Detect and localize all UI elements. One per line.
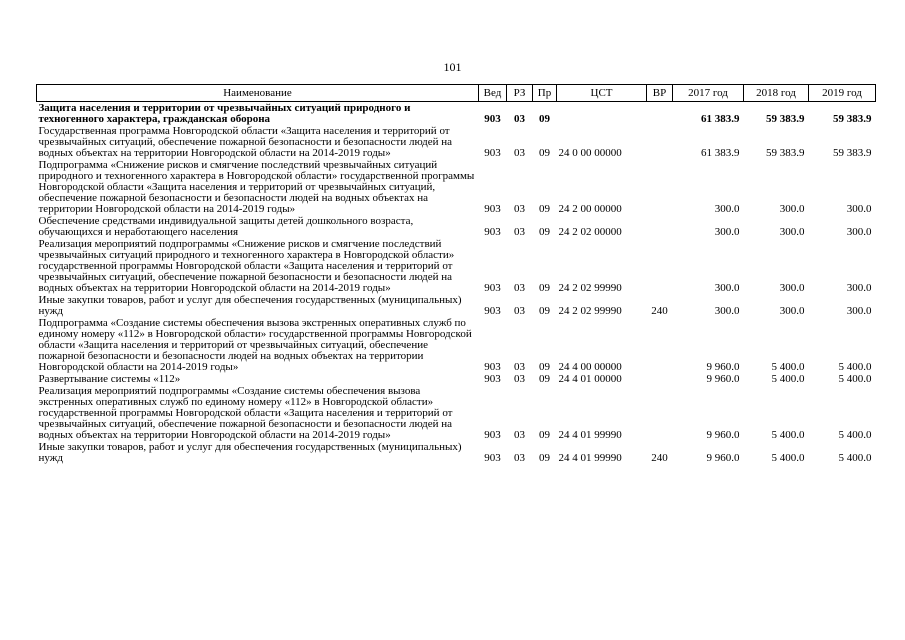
row-vr: 240 (651, 305, 668, 317)
row-rz: 03 (514, 147, 525, 159)
row-2017: 9 960.0 (706, 361, 740, 373)
row-2017: 9 960.0 (706, 452, 740, 464)
header-2019: 2019 год (809, 85, 876, 102)
row-cst: 24 2 02 99990 (558, 282, 622, 294)
header-name: Наименование (37, 85, 479, 102)
row-cst: 24 2 00 00000 (558, 203, 622, 215)
row-2018: 300.0 (779, 203, 805, 215)
row-vr (647, 238, 673, 294)
row-rz: 03 (514, 113, 525, 125)
row-2019: 300.0 (846, 226, 872, 238)
page-number: 101 (443, 60, 462, 74)
row-2019: 300.0 (846, 305, 872, 317)
row-rz: 03 (514, 305, 525, 317)
row-cst: 24 2 02 00000 (558, 226, 622, 238)
row-pr: 09 (539, 305, 550, 317)
row-ved: 903 (484, 452, 501, 464)
row-pr: 09 (539, 373, 550, 385)
row-cst: 24 2 02 99990 (558, 305, 622, 317)
row-name: Обеспечение средствами индивидуальной защиты детей дошкольного возраста, обучающихся и неработающего населения (38, 215, 414, 238)
row-pr: 09 (539, 429, 550, 441)
header-2018: 2018 год (744, 85, 809, 102)
table-row (37, 385, 876, 441)
row-pr: 09 (539, 361, 550, 373)
row-2017: 300.0 (714, 305, 740, 317)
row-vr (647, 385, 673, 441)
row-rz: 03 (514, 452, 525, 464)
row-cst: 24 4 00 00000 (558, 361, 622, 373)
row-cst: 24 4 01 99990 (558, 452, 622, 464)
row-2017: 300.0 (714, 282, 740, 294)
row-vr (647, 125, 673, 159)
row-ved: 903 (484, 203, 501, 215)
table-row (37, 294, 876, 317)
row-name: Развертывание системы «112» (38, 373, 181, 385)
row-ved: 903 (484, 429, 501, 441)
row-2019: 300.0 (846, 203, 872, 215)
header-vr: ВР (647, 85, 673, 102)
row-rz: 03 (514, 282, 525, 294)
row-rz: 03 (514, 429, 525, 441)
header-2017: 2017 год (673, 85, 744, 102)
row-2019: 300.0 (846, 282, 872, 294)
row-ved: 903 (484, 113, 501, 125)
row-ved: 903 (484, 282, 501, 294)
row-2018: 59 383.9 (766, 113, 805, 125)
row-cst: 24 4 01 00000 (558, 373, 622, 385)
row-cst: 24 0 00 00000 (558, 147, 622, 159)
row-2018: 300.0 (779, 226, 805, 238)
row-2017: 61 383.9 (701, 113, 740, 125)
row-pr: 09 (539, 226, 550, 238)
row-2017: 9 960.0 (706, 373, 740, 385)
row-2018: 5 400.0 (771, 452, 805, 464)
table-row (37, 238, 876, 294)
header-ved: Вед (479, 85, 507, 102)
row-vr (647, 159, 673, 215)
row-2018: 5 400.0 (771, 373, 805, 385)
table-row (37, 159, 876, 215)
row-name: Иные закупки товаров, работ и услуг для обеспечения государственных (муниципальных) нужд (38, 441, 462, 464)
row-name: Подпрограмма «Создание системы обеспечения вызова экстренных оперативных служб по единому номеру «112» в Новгородской области» государственной программы Новгородской области «Защита населения и территорий от чрезвычайных ситуаций, обеспечение пожарной безопасности и безопасности людей на водных объектах на территории Новгородской области на 2014-2019 годы» (38, 317, 472, 373)
row-ved: 903 (484, 226, 501, 238)
row-name: Государственная программа Новгородской области «Защита населения и территорий от чрезвычайных ситуаций, обеспечение пожарной безопасности и безопасности людей на водных объектах на территории Новгородской области на 2014-2019 годы» (38, 125, 453, 159)
row-name: Защита населения и территории от чрезвычайных ситуаций природного и техногенного характера, гражданская оборона (38, 102, 411, 125)
row-2018: 300.0 (779, 305, 805, 317)
table-header-row (37, 85, 876, 102)
table-row (37, 317, 876, 373)
row-2019: 5 400.0 (838, 452, 872, 464)
row-vr (647, 215, 673, 238)
row-pr: 09 (539, 452, 550, 464)
row-ved: 903 (484, 373, 501, 385)
row-2018: 5 400.0 (771, 361, 805, 373)
row-rz: 03 (514, 373, 525, 385)
row-vr (647, 102, 673, 126)
row-2017: 61 383.9 (701, 147, 740, 159)
row-2019: 59 383.9 (833, 147, 872, 159)
row-vr (647, 373, 673, 385)
table-row (37, 102, 876, 126)
row-ved: 903 (484, 305, 501, 317)
row-name: Подпрограмма «Снижение рисков и смягчение последствий чрезвычайных ситуаций природного и техногенного характера в Новгородской области» государственной программы Новгородской области «Защита населения и территорий от чрезвычайных ситуаций, обеспечение пожарной безопасности и безопасности людей на водных объектах на территории Новгородской области на 2014-2019 годы» (38, 159, 475, 215)
header-cst: ЦСТ (557, 85, 647, 102)
table-row (37, 215, 876, 238)
row-cst (557, 102, 647, 126)
row-2018: 300.0 (779, 282, 805, 294)
row-name: Реализация мероприятий подпрограммы «Снижение рисков и смягчение последствий чрезвычайных ситуаций природного и техногенного характера в Новгородской области» государственной программы Новгородской области «Защита населения и территорий от чрезвычайных ситуаций, обеспечение пожарной безопасности и безопасности людей на водных объектах на территории Новгородской области на 2014-2019 годы» (38, 238, 455, 294)
row-rz: 03 (514, 203, 525, 215)
row-pr: 09 (539, 203, 550, 215)
row-2019: 5 400.0 (838, 361, 872, 373)
header-rz: РЗ (507, 85, 533, 102)
row-ved: 903 (484, 361, 501, 373)
table-row (37, 441, 876, 464)
row-2018: 59 383.9 (766, 147, 805, 159)
row-2018: 5 400.0 (771, 429, 805, 441)
row-2019: 59 383.9 (833, 113, 872, 125)
row-rz: 03 (514, 361, 525, 373)
row-cst: 24 4 01 99990 (558, 429, 622, 441)
row-pr: 09 (539, 113, 550, 125)
row-2019: 5 400.0 (838, 429, 872, 441)
header-pr: Пр (533, 85, 557, 102)
row-2017: 300.0 (714, 203, 740, 215)
row-vr: 240 (651, 452, 668, 464)
table-row (37, 373, 876, 385)
row-ved: 903 (484, 147, 501, 159)
row-pr: 09 (539, 282, 550, 294)
row-2017: 300.0 (714, 226, 740, 238)
row-2017: 9 960.0 (706, 429, 740, 441)
row-rz: 03 (514, 226, 525, 238)
row-2019: 5 400.0 (838, 373, 872, 385)
row-name: Реализация мероприятий подпрограммы «Создание системы обеспечения вызова экстренных оперативных служб по единому номеру «112» в Новгородской области» государственной программы Новгородской области «Защита населения и территорий от чрезвычайных ситуаций, обеспечение пожарной безопасности и безопасности людей на водных объектах на территории Новгородской области на 2014-2019 годы» (38, 385, 453, 441)
budget-table (36, 84, 876, 464)
table-row (37, 125, 876, 159)
row-vr (647, 317, 673, 373)
row-name: Иные закупки товаров, работ и услуг для обеспечения государственных (муниципальных) нужд (38, 294, 462, 317)
row-pr: 09 (539, 147, 550, 159)
